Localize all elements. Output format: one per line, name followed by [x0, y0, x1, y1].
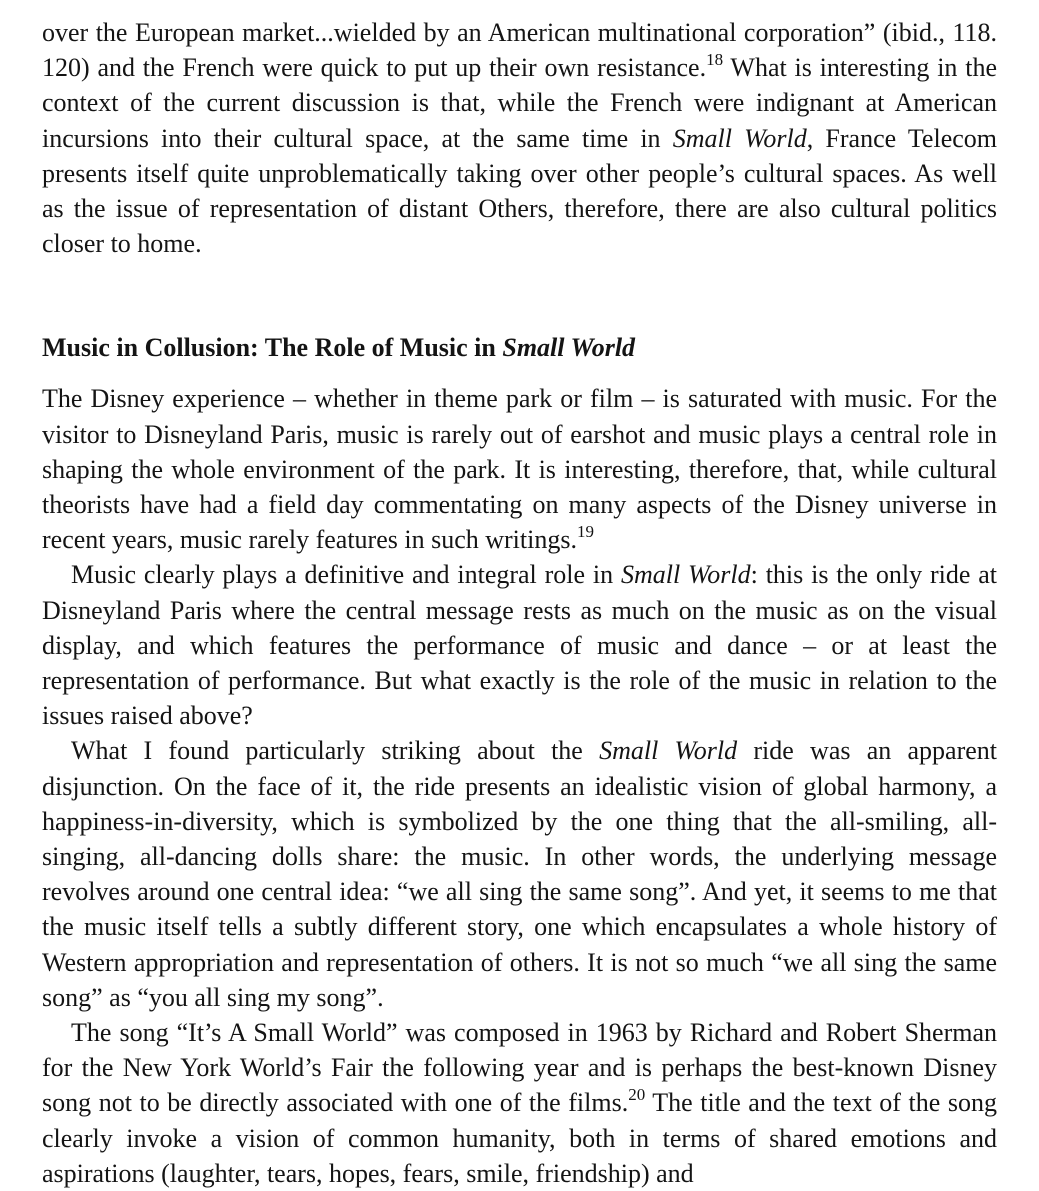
italic-title: Small World: [620, 560, 751, 590]
paragraph-text: The song “It’s A Small World” was composed in 1963 by Richard and Robert Sherman for the New York World’s Fair the following year and is perhaps the best-known Disney song not to be directly associated with one of the films.: [42, 1018, 997, 1118]
heading-text: Music in Collusion: The Role of Music in: [42, 333, 503, 363]
book-page: [42, 0, 997, 1191]
footnote-ref-20[interactable]: 20: [628, 1085, 646, 1105]
paragraph-text: Music clearly plays a definitive and integral role in: [71, 560, 621, 590]
italic-title: Small World: [599, 736, 738, 766]
footnote-ref-19[interactable]: 19: [576, 522, 594, 542]
paragraph-text: over the European market...wielded by an American multinational corporation” (ibid., 118. 120) and the French were quick to put up their own resistance.: [42, 18, 997, 83]
heading-italic-title: Small World: [502, 333, 636, 363]
italic-title: Small World: [672, 123, 807, 153]
paragraph-text: The Disney experience – whether in theme park or film – is saturated with music. For the visitor to Disneyland Paris, music is rarely out of earshot and music plays a central role in shaping the whole environment of the park. It is interesting, therefore, that, while cultural theorists have had a field day commentating on many aspects of the Disney universe in recent years, music rarely features in such writings.: [42, 384, 997, 555]
paragraph-3: [42, 733, 997, 1015]
paragraph-text: ride was an apparent disjunction. On the face of it, the ride presents an idealistic vision of global harmony, a happiness-in-diversity, which is symbolized by the one thing that the all-smiling, all-singing, all-dancing dolls share: the music. In other words, the underlying message revolves around one central idea: “we all sing the same song”. And yet, it seems to me that the music itself tells a subtly different story, one which encapsulates a whole history of Western appropriation and representation of others. It is not so much “we all sing the same song” as “you all sing my song”.: [42, 736, 997, 1012]
section-heading: [42, 330, 997, 365]
paragraph-text: The title and the text of the song clearly invoke a vision of common humanity, both in terms of shared emotions and aspirations (laughter, tears, hopes, fears, smile, friendship) and: [42, 1088, 997, 1188]
paragraph-1: [42, 381, 997, 557]
paragraph-intro: [42, 15, 997, 261]
paragraph-2: [42, 557, 997, 733]
paragraph-text: : this is the only ride at Disneyland Paris where the central message rests as much on the music as on the visual display, and which features the performance of music and dance – or at least the representation of performance. But what exactly is the role of the music in relation to the issues raised above?: [42, 560, 997, 731]
paragraph-4: [42, 1015, 997, 1191]
paragraph-text: What I found particularly striking about the: [71, 736, 600, 766]
paragraph-text: What is interesting in the context of the current discussion is that, while the French were indignant at American incursions into their cultural space, at the same time in: [42, 53, 997, 153]
paragraph-text: , France Telecom presents itself quite unproblematically taking over other people’s cultural spaces. As well as the issue of representation of distant Others, therefore, there are also cultural politics closer to home.: [42, 123, 997, 259]
footnote-ref-18[interactable]: 18: [706, 50, 724, 70]
